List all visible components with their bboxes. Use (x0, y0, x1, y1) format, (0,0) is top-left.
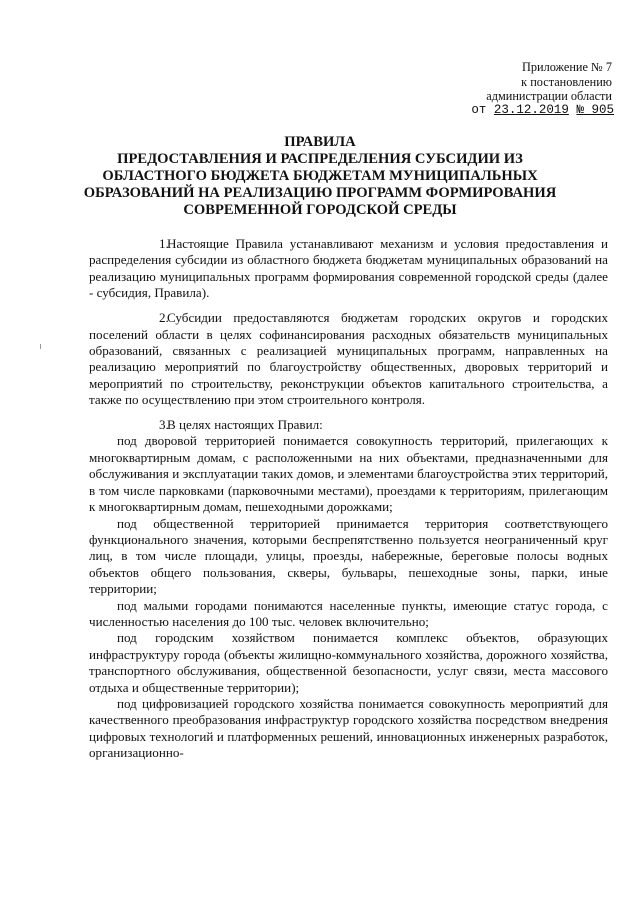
paragraph-text: В целях настоящих Правил: (167, 417, 323, 433)
paragraph-text: Субсидии предоставляются бюджетам городских округов и городских поселений области в целях софинансирования расходных обязательств муниципальных образований, связанных с реализацией муниципальных программ, направленных на реализацию мероприятий по благоустройству общественных, дворовых территорий и мероприятий по строительству, реконструкции объектов капитального строительства, а также по осуществлению при этом строительного контроля. (89, 310, 608, 408)
date-prefix: от (471, 103, 487, 117)
number-prefix: № (576, 103, 584, 117)
definition-paragraph: под дворовой территорией понимается совокупность территорий, прилегающих к многоквартирным домам, с расположенными на них объектами, предназначенными для обслуживания и эксплуатации таких домов, и элементами благоустройства этих территорий, в том числе парковками (парковочными местами), проездами к территориям, прилегающим к многоквартирным домам, пешеходными дорожками; (89, 433, 608, 515)
approval-block (440, 60, 612, 104)
numbered-paragraph (89, 310, 608, 408)
numbered-paragraph (89, 236, 608, 302)
paragraph-number: 2. (159, 310, 169, 326)
title-line: ПРЕДОСТАВЛЕНИЯ И РАСПРЕДЕЛЕНИЯ СУБСИДИИ ИЗ (117, 151, 523, 167)
definition-paragraph: под общественной территорией принимается территория соответствующего функционального значения, которыми беспрепятственно пользуется неограниченный круг лиц, в том числе площади, улицы, проезды, набережные, береговые полосы водных объектов общего пользования, скверы, бульвары, пешеходные зоны, парки, иные территории; (89, 515, 608, 597)
title-line: СОВРЕМЕННОЙ ГОРОДСКОЙ СРЕДЫ (183, 202, 457, 218)
definition-paragraph: под малыми городами понимаются населенные пункты, имеющие статус города, с численностью населения до 100 тыс. человек включительно; (89, 597, 608, 629)
approval-line: Приложение № 7 (521, 60, 612, 74)
paragraph-number: 3. (159, 417, 169, 433)
approval-number: 905 (591, 103, 614, 117)
title-line: ОБЛАСТНОГО БЮДЖЕТА БЮДЖЕТАМ МУНИЦИПАЛЬНЫХ (102, 168, 538, 184)
title-line: ПРАВИЛА (284, 134, 356, 150)
approval-line: к постановлению (521, 74, 612, 89)
scan-artifact (40, 344, 41, 349)
paragraph-text: Настоящие Правила устанавливают механизм и условия предоставления и распределения субсидии из областного бюджета бюджетам муниципальных образований на реализацию муниципальных программ формирования современной городской среды (далее - субсидия, Правила). (89, 236, 608, 301)
approval-date-line (420, 103, 614, 117)
document-title (60, 134, 580, 219)
document-body (89, 236, 608, 762)
definition-paragraph: под городским хозяйством понимается комплекс объектов, образующих инфраструктуру города (объекты жилищно-коммунального хозяйства, дорожного хозяйства, транспортного обслуживания, общественной безопасности, услуг связи, места массового отдыха и общественные территории); (89, 630, 608, 695)
paragraph-number: 1. (159, 236, 169, 251)
title-line: ОБРАЗОВАНИЙ НА РЕАЛИЗАЦИЮ ПРОГРАММ ФОРМИРОВАНИЯ (83, 185, 557, 201)
approval-line: администрации области (486, 89, 612, 103)
numbered-paragraph (89, 417, 608, 433)
approval-date: 23.12.2019 (493, 103, 569, 117)
definition-paragraph: под цифровизацией городского хозяйства понимается совокупность мероприятий для качественного преобразования инфраструктур городского хозяйства посредством внедрения цифровых технологий и платформенных решений, инновационных инженерных разработок, организационно- (89, 695, 608, 761)
